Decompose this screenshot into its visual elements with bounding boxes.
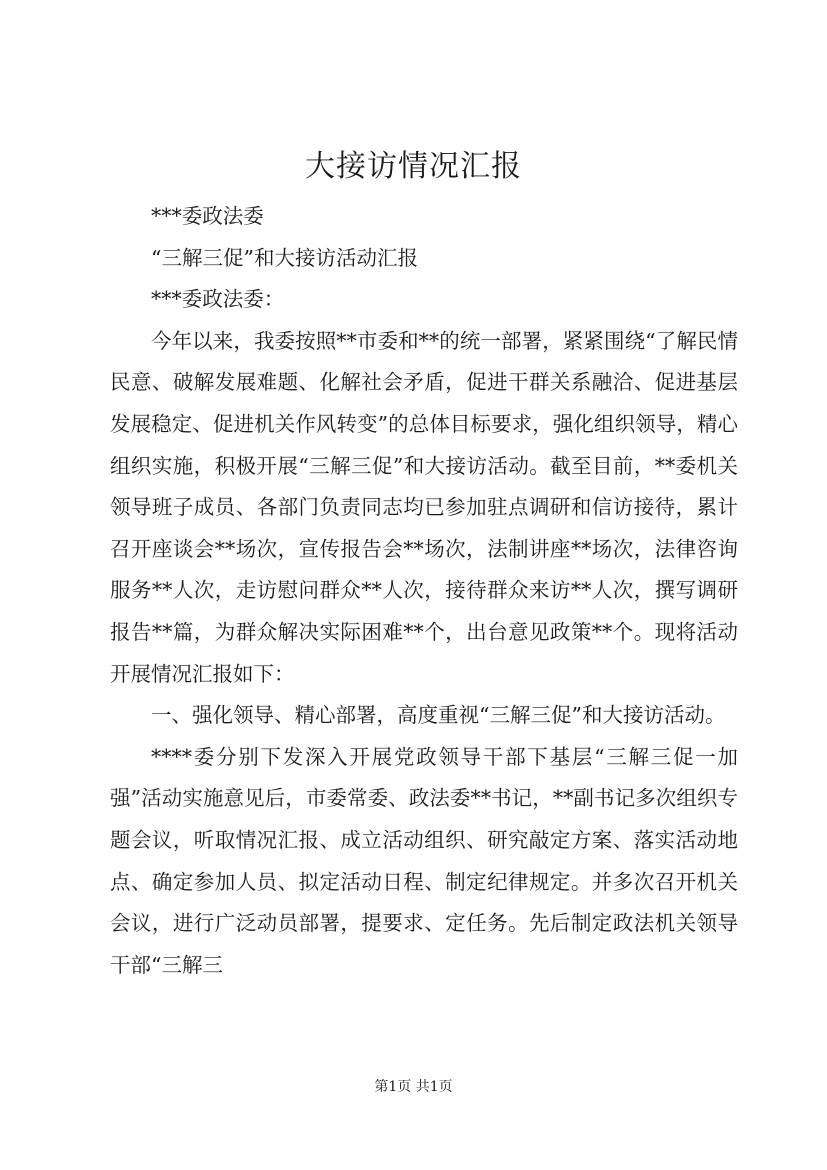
body-paragraph: ****委分别下发深入开展党政领导干部下基层“三解三促一加强”活动实施意见后，市委常委、政法委**书记，**副书记多次组织专题会议，听取情况汇报、成立活动组织、研究敲定方案、落实活动地点、确定参加人员、拟定活动日程、制定纪律规定。并多次召开机关会议，进行广泛动员部署，提要求、定任务。先后制定政法机关领导干部“三解三 [110, 744, 738, 977]
document-title: 大接访情况汇报 [305, 149, 522, 184]
body-paragraph: ***委政法委 [151, 204, 264, 228]
document-body [110, 196, 738, 986]
body-paragraph: ***委政法委： [151, 287, 285, 312]
page-footer: 第1页 共1页 [374, 1079, 453, 1095]
body-paragraph: 一、强化领导、精心部署，高度重视“三解三促”和大接访活动。 [151, 703, 726, 728]
body-paragraph: “三解三促”和大接访活动汇报 [151, 245, 418, 270]
body-paragraph: 今年以来，我委按照**市委和**的统一部署，紧紧围绕“了解民情民意、破解发展难题、化解社会矛盾，促进干群关系融洽、促进基层发展稳定、促进机关作风转变”的总体目标要求，强化组织领导，精心组织实施，积极开展“三解三促”和大接访活动。截至目前，**委机关领导班子成员、各部门负责同志均已参加驻点调研和信访接待，累计召开座谈会**场次，宣传报告会**场次，法制讲座**场次，法律咨询服务**人次，走访慰问群众**人次，接待群众来访**人次，撰写调研报告**篇，为群众解决实际困难**个，出台意见政策**个。现将活动开展情况汇报如下： [110, 328, 738, 686]
